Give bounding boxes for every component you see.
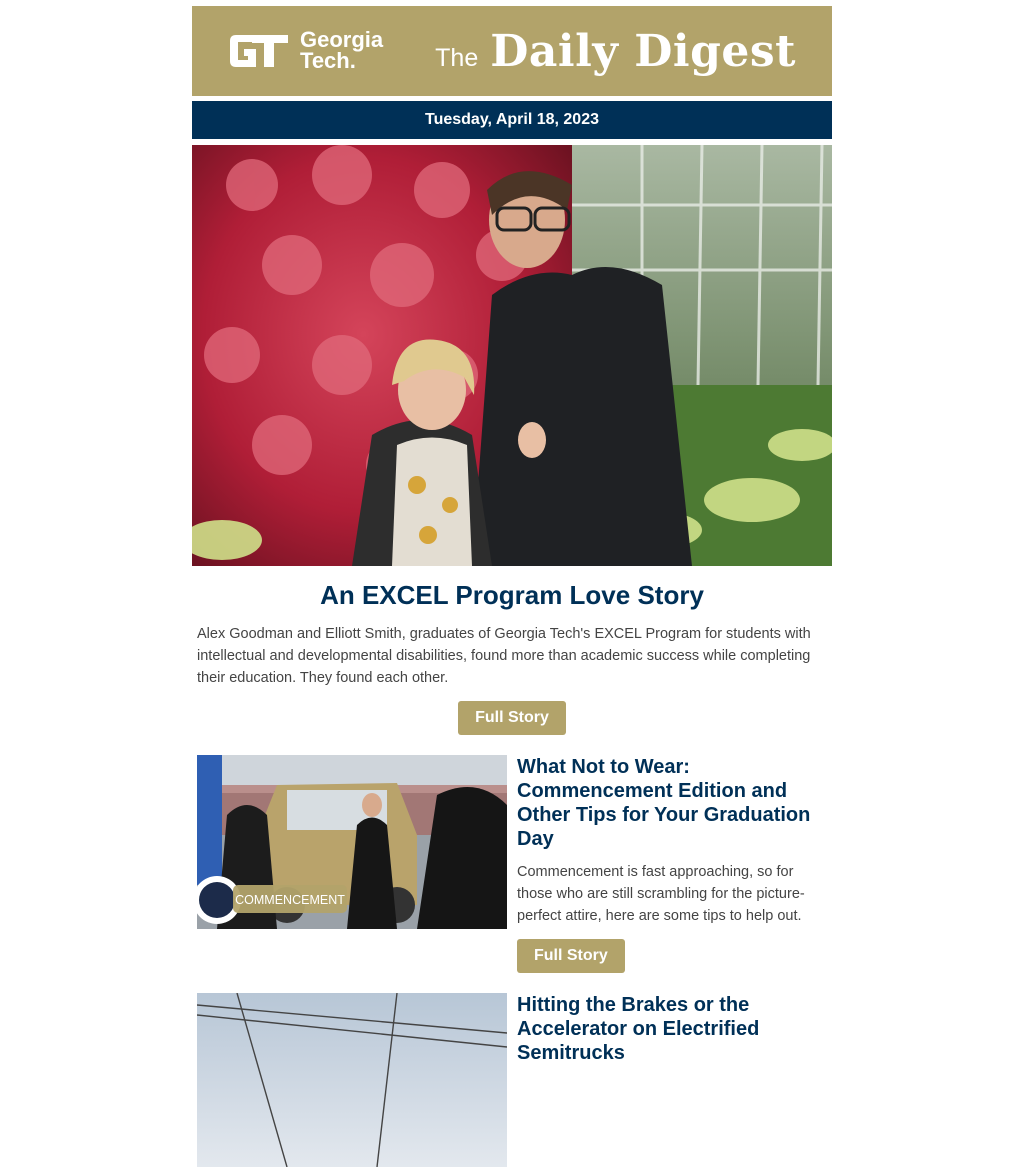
story-thumbnail[interactable]	[197, 993, 507, 1167]
story-thumbnail[interactable]	[197, 755, 507, 929]
story-full-story-button[interactable]: Full Story	[517, 939, 625, 973]
logo-line-2: Tech.	[300, 48, 356, 73]
feature-full-story-button[interactable]: Full Story	[458, 701, 566, 735]
logo-line-1: Georgia	[300, 27, 384, 53]
story-headline[interactable]: What Not to Wear: Commencement Edition and Other Tips for Your Graduation Day	[517, 756, 811, 850]
title-text: Daily Digest	[490, 25, 796, 77]
story-headline[interactable]: Hitting the Brakes or the Accelerator on Electrified Semitrucks	[517, 994, 760, 1064]
feature-summary: Alex Goodman and Elliott Smith, graduates of Georgia Tech's EXCEL Program for students with intellectual and developmental disabilities, found more than academic success while completing their education. They found each other.	[197, 626, 811, 686]
issue-date: Tuesday, April 18, 2023	[424, 111, 599, 128]
newsletter-title	[435, 26, 796, 77]
commencement-badge: COMMENCEMENT	[235, 893, 345, 907]
date-bar	[192, 101, 832, 139]
feature-headline[interactable]: An EXCEL Program Love Story	[320, 580, 704, 610]
gt-monogram-icon	[228, 31, 290, 71]
georgia-tech-logo[interactable]	[228, 27, 384, 73]
masthead	[192, 6, 832, 96]
newsletter	[192, 6, 832, 1167]
story-item	[192, 993, 832, 1167]
title-prefix: The	[435, 43, 479, 72]
story-item	[192, 755, 832, 973]
story-summary: Commencement is fast approaching, so for those who are still scrambling for the picture-perfect attire, here are some tips to help out.	[517, 864, 805, 924]
feature-image[interactable]	[192, 145, 832, 566]
